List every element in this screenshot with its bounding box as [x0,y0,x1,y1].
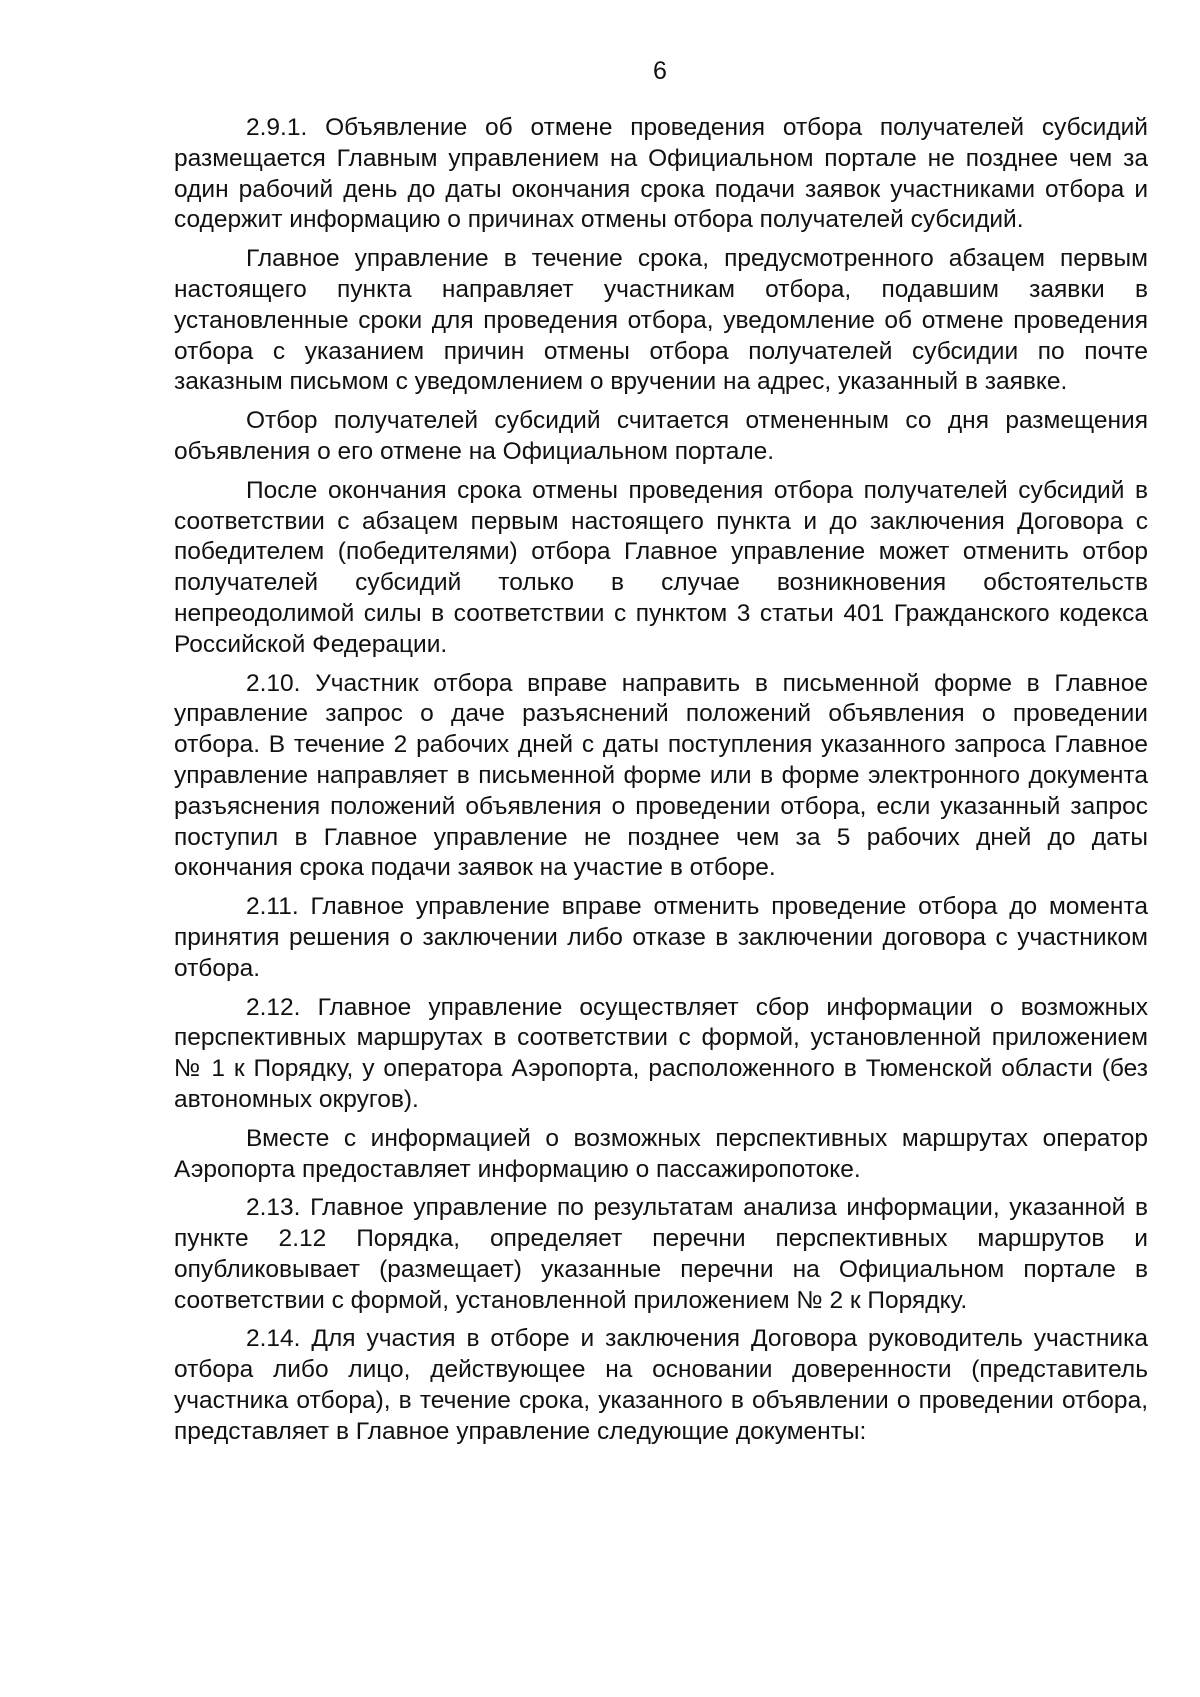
paragraph-force-majeure: После окончания срока отмены проведения отбора получателей субсидий в соответствии с абзацем первым настоящего пункта и до заключения Договора с победителем (победителями) отбора Главное управление может отменить отбор получателей субсидий только в случае возникновения обстоятельств непреодолимой силы в соответствии с пунктом 3 статьи 401 Гражданского кодекса Российской Федерации. [174,476,1148,658]
paragraph-2-9-1: 2.9.1. Объявление об отмене проведения отбора получателей субсидий размещается Главным управлением на Официальном портале не позднее чем за один рабочий день до даты окончания срока подачи заявок участниками отбора и содержит информацию о причинах отмены отбора получателей субсидий. [174,114,1148,234]
paragraph-2-12: 2.12. Главное управление осуществляет сбор информации о возможных перспективных маршрутах в соответствии с формой, установленной приложением № 1 к Порядку, у оператора Аэропорта, расположенного в Тюменской области (без автономных округов). [174,993,1148,1113]
paragraph-2-13: 2.13. Главное управление по результатам анализа информации, указанной в пункте 2.12 Порядка, определяет перечни перспективных маршрутов и опубликовывает (размещает) указанные перечни на Официальном портале в соответствии с формой, установленной приложением № 2 к Порядку. [174,1194,1148,1314]
paragraph-2-10: 2.10. Участник отбора вправе направить в письменной форме в Главное управление запрос о даче разъяснений положений объявления о проведении отбора. В течение 2 рабочих дней с даты поступления указанного запроса Главное управление направляет в письменной форме или в форме электронного документа разъяснения положений объявления о проведении отбора, если указанный запрос поступил в Главное управление не позднее чем за 5 рабочих дней до даты окончания срока подачи заявок на участие в отборе. [174,669,1148,882]
page-number: 6 [653,57,667,85]
paragraph-2-14: 2.14. Для участия в отборе и заключения Договора руководитель участника отбора либо лицо, действующее на основании доверенности (представитель участника отбора), в течение срока, указанного в объявлении о проведении отбора, представляет в Главное управление следующие документы: [174,1325,1148,1445]
paragraph-passenger-traffic: Вместе с информацией о возможных перспективных маршрутах оператор Аэропорта предоставляет информацию о пассажиропотоке. [174,1124,1148,1183]
paragraph-notice-to-participants: Главное управление в течение срока, предусмотренного абзацем первым настоящего пункта направляет участникам отбора, подавшим заявки в установленные сроки для проведения отбора, уведомление об отмене проведения отбора с указанием причин отмены отбора получателей субсидии по почте заказным письмом с уведомлением о вручении на адрес, указанный в заявке. [174,245,1148,396]
paragraph-selection-cancelled: Отбор получателей субсидий считается отмененным со дня размещения объявления о его отмене на Официальном портале. [174,407,1148,465]
paragraph-2-11: 2.11. Главное управление вправе отменить проведение отбора до момента принятия решения о заключении либо отказе в заключении договора с участником отбора. [174,893,1148,982]
document-body [174,113,1148,1456]
